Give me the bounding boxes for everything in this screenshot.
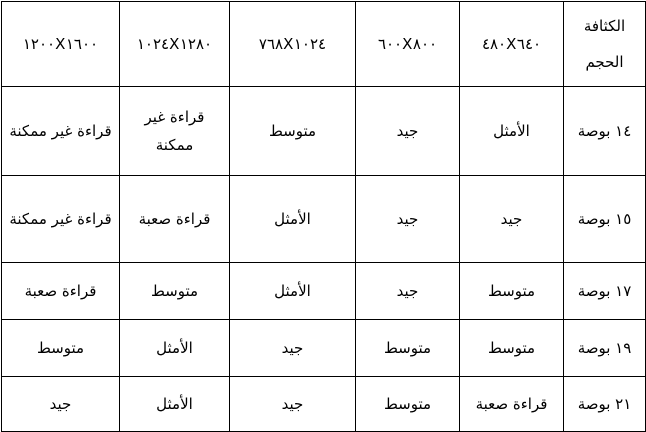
- table-cell: قراءة غير ممكنة: [2, 87, 120, 176]
- table-cell: الأمثل: [230, 263, 356, 320]
- row-label: ١٧ بوصة: [564, 263, 646, 320]
- table-cell: متوسط: [356, 377, 460, 432]
- table-row: [2, 320, 646, 377]
- table-cell: جيد: [230, 377, 356, 432]
- row-label: ١٩ بوصة: [564, 320, 646, 377]
- density-label: الكثافة: [583, 17, 626, 35]
- resolution-table: [1, 1, 646, 432]
- row-label: ١٥ بوصة: [564, 176, 646, 263]
- size-label: الحجم: [585, 53, 624, 71]
- column-header-1024x1280: ١٠٢٤X١٢٨٠: [120, 2, 230, 87]
- column-header-600x800: ٦٠٠X٨٠٠: [356, 2, 460, 87]
- row-label: ١٤ بوصة: [564, 87, 646, 176]
- table-cell: الأمثل: [120, 377, 230, 432]
- table-cell: متوسط: [2, 320, 120, 377]
- table-cell: جيد: [230, 320, 356, 377]
- table-row: [2, 87, 646, 176]
- column-header-480x640: ٤٨٠X٦٤٠: [460, 2, 564, 87]
- header-row: [2, 2, 646, 87]
- table-cell: قراءة صعبة: [2, 263, 120, 320]
- table-cell: الأمثل: [120, 320, 230, 377]
- table-cell: قراءة صعبة: [460, 377, 564, 432]
- table-cell: الأمثل: [230, 176, 356, 263]
- table-row: [2, 377, 646, 432]
- table-cell: جيد: [2, 377, 120, 432]
- table-cell: متوسط: [460, 320, 564, 377]
- table-cell: جيد: [356, 176, 460, 263]
- row-label: ٢١ بوصة: [564, 377, 646, 432]
- table-row: [2, 263, 646, 320]
- table-cell: جيد: [356, 87, 460, 176]
- table-cell: متوسط: [356, 320, 460, 377]
- table-cell: قراءة غير ممكنة: [120, 87, 230, 176]
- header-corner-cell: [564, 2, 646, 87]
- table-cell: متوسط: [230, 87, 356, 176]
- column-header-1200x1600: ١٢٠٠X١٦٠٠: [2, 2, 120, 87]
- table-cell: جيد: [460, 176, 564, 263]
- table-row: [2, 176, 646, 263]
- table-cell: متوسط: [460, 263, 564, 320]
- table-cell: قراءة صعبة: [120, 176, 230, 263]
- table-cell: جيد: [356, 263, 460, 320]
- table-cell: متوسط: [120, 263, 230, 320]
- table-cell: الأمثل: [460, 87, 564, 176]
- table-cell: قراءة غير ممكنة: [2, 176, 120, 263]
- column-header-768x1024: ٧٦٨X١٠٢٤: [230, 2, 356, 87]
